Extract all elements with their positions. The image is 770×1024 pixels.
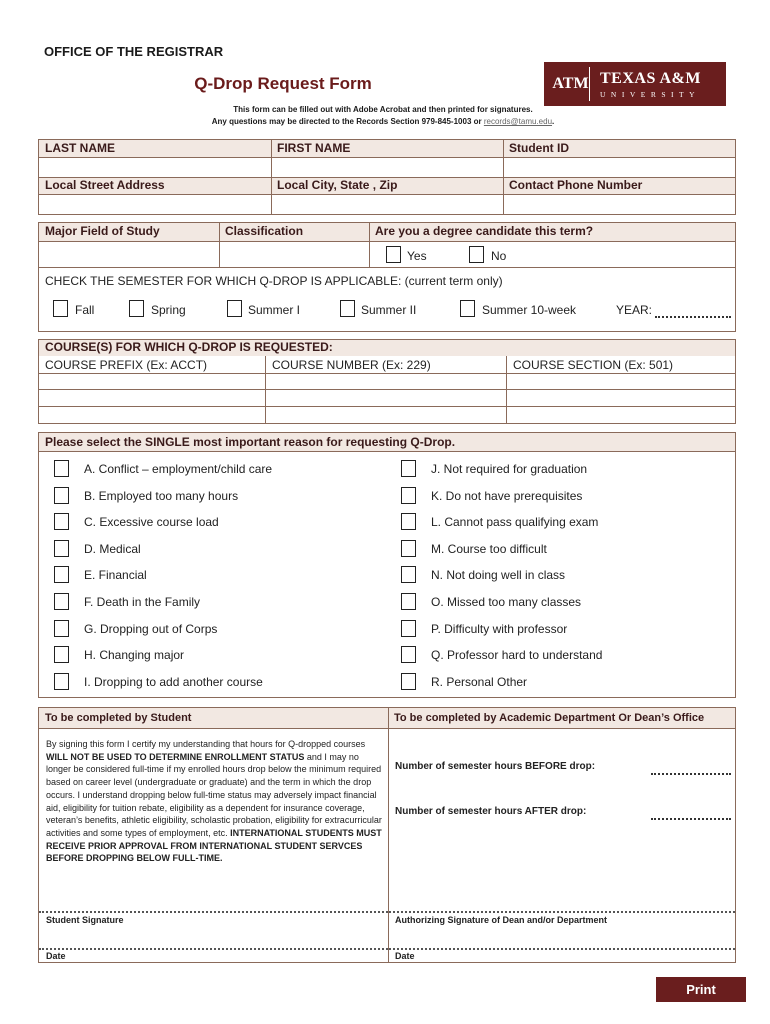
student-info-section (38, 139, 736, 215)
auth-signature-field[interactable] (390, 878, 734, 910)
right-reason-checkbox[interactable] (401, 566, 416, 583)
left-reason-label: D. Medical (84, 541, 141, 556)
street-address-field[interactable] (40, 195, 270, 213)
degree-yes-checkbox[interactable] (386, 246, 401, 263)
hours-before-label: Number of semester hours BEFORE drop: (395, 761, 596, 772)
spring-checkbox[interactable] (129, 300, 144, 317)
university-logo (544, 62, 726, 106)
last-name-field[interactable] (40, 158, 270, 176)
right-reason-checkbox[interactable] (401, 487, 416, 504)
form-title: Q-Drop Request Form (194, 74, 372, 93)
left-reason-checkbox[interactable] (54, 540, 69, 557)
course-number-field-1[interactable] (266, 374, 505, 389)
course-section-field-1[interactable] (507, 374, 734, 389)
hours-after-label: Number of semester hours AFTER drop: (395, 806, 587, 817)
left-reason-label: A. Conflict – employment/child care (84, 462, 273, 476)
left-reason-checkbox[interactable] (54, 673, 69, 690)
left-reason-label: C. Excessive course load (84, 515, 219, 530)
student-id-label: Student ID (509, 141, 569, 155)
atm-logo-mark: ATM (552, 67, 590, 101)
left-reason-row (39, 673, 389, 693)
city-state-zip-label: Local City, State , Zip (277, 178, 398, 192)
course-number-field-2[interactable] (266, 390, 505, 406)
student-signature-field[interactable] (40, 878, 387, 910)
phone-field[interactable] (504, 195, 734, 213)
last-name-label: LAST NAME (45, 141, 115, 155)
right-reason-checkbox[interactable] (401, 460, 416, 477)
completion-section (38, 707, 736, 963)
student-date-label: Date (46, 951, 66, 961)
right-reason-label: P. Difficulty with professor (431, 621, 568, 636)
left-reason-label: F. Death in the Family (84, 595, 201, 609)
right-reason-checkbox[interactable] (401, 540, 416, 557)
right-reason-checkbox[interactable] (401, 593, 416, 610)
right-reason-label: J. Not required for graduation (431, 462, 588, 476)
major-field[interactable] (40, 242, 218, 266)
right-reason-row (386, 487, 736, 507)
right-reason-row (386, 620, 736, 640)
course-prefix-header: COURSE PREFIX (Ex: ACCT) (45, 358, 208, 372)
left-reason-label: H. Changing major (84, 648, 185, 663)
right-reason-label: K. Do not have prerequisites (431, 488, 583, 503)
reasons-section (38, 432, 736, 698)
student-date-field[interactable] (40, 930, 387, 948)
logo-sub: UNIVERSITY (600, 89, 700, 99)
spring-label: Spring (151, 303, 186, 317)
summer-1-label: Summer I (248, 303, 301, 317)
right-reason-row (386, 673, 736, 693)
degree-yes-label: Yes (407, 249, 427, 263)
summer-1-checkbox[interactable] (227, 300, 242, 317)
left-reason-row (39, 566, 389, 586)
course-prefix-field-3[interactable] (40, 407, 264, 423)
degree-section (38, 222, 736, 332)
course-number-header: COURSE NUMBER (Ex: 229) (272, 358, 431, 372)
certification-text: By signing this form I certify my understanding that hours for Q-dropped courses WILL NOT BE USED TO DETERMINE ENROLLMENT STATUS and I may no longer be considered full-time if my enrolled hours drop below the minimum required based on career level (undergraduate or graduate) and the term in which the drop occurs. I understand dropping below full-time status may adversely impact financial aid, eligibility for tuition rebate, eligibility as a dependent for insurance coverage, veteran’s benefits, athletic eligibility, scholastic probation, eligibility for extracurricular activities and some types of employment, etc. INTERNATIONAL STUDENTS MUST RECEIVE PRIOR APPROVAL FROM INTERNATIONAL STUDENT SERVCES BEFORE DROPPING BELOW FULL-TIME. (46, 739, 382, 864)
course-prefix-field-2[interactable] (40, 390, 264, 406)
hours-before-field[interactable] (651, 773, 731, 775)
left-reason-checkbox[interactable] (54, 566, 69, 583)
classification-field[interactable] (220, 242, 368, 266)
dept-section-heading: To be completed by Academic Department Or Dean’s Office (394, 712, 705, 724)
auth-signature-label: Authorizing Signature of Dean and/or Department (395, 915, 608, 925)
left-reason-checkbox[interactable] (54, 487, 69, 504)
semester-instruction: CHECK THE SEMESTER FOR WHICH Q-DROP IS APPLICABLE: (current term only) (45, 274, 503, 288)
left-reason-checkbox[interactable] (54, 513, 69, 530)
courses-section (38, 339, 736, 424)
street-address-label: Local Street Address (45, 178, 165, 192)
right-reason-label: L. Cannot pass qualifying exam (431, 515, 599, 530)
right-reason-row (386, 540, 736, 560)
left-reason-row (39, 646, 389, 666)
left-reason-checkbox[interactable] (54, 620, 69, 637)
degree-no-label: No (491, 249, 507, 263)
summer-10-week-checkbox[interactable] (460, 300, 475, 317)
student-section-heading: To be completed by Student (45, 712, 192, 724)
right-reason-label: N. Not doing well in class (431, 568, 566, 583)
right-reason-checkbox[interactable] (401, 620, 416, 637)
classification-label: Classification (225, 224, 304, 238)
right-reason-row (386, 566, 736, 586)
first-name-label: FIRST NAME (277, 141, 351, 155)
right-reason-row (386, 513, 736, 533)
hours-after-field[interactable] (651, 818, 731, 820)
left-reason-row (39, 593, 389, 613)
year-field[interactable] (655, 316, 731, 318)
left-reason-label: G. Dropping out of Corps (84, 621, 218, 636)
left-reason-checkbox[interactable] (54, 460, 69, 477)
major-label: Major Field of Study (45, 224, 160, 238)
year-label: YEAR: (616, 303, 653, 317)
reasons-heading: Please select the SINGLE most important reason for requesting Q-Drop. (45, 435, 456, 449)
summer-10-week-label: Summer 10-week (482, 303, 577, 317)
left-reason-checkbox[interactable] (54, 646, 69, 663)
phone-label: Contact Phone Number (509, 178, 643, 192)
left-reason-row (39, 460, 389, 480)
course-section-field-2[interactable] (507, 390, 734, 406)
note-text: Any questions may be directed to the Records Section 979-845-1003 or (211, 117, 482, 126)
right-reason-label: R. Personal Other (431, 674, 528, 689)
degree-no-checkbox[interactable] (469, 246, 484, 263)
left-reason-label: B. Employed too many hours (84, 488, 239, 503)
degree-candidate-question: Are you a degree candidate this term? (375, 224, 594, 238)
left-reason-label: E. Financial (84, 568, 147, 583)
fall-label: Fall (75, 303, 95, 317)
auth-date-field[interactable] (390, 930, 734, 948)
course-section-field-3[interactable] (507, 407, 734, 423)
summer-2-checkbox[interactable] (340, 300, 355, 317)
left-reason-row (39, 620, 389, 640)
left-reason-row (39, 487, 389, 507)
right-reason-row (386, 460, 736, 480)
course-number-field-3[interactable] (266, 407, 505, 423)
right-reason-checkbox[interactable] (401, 513, 416, 530)
right-reason-checkbox[interactable] (401, 646, 416, 663)
student-id-field[interactable] (504, 158, 734, 176)
courses-heading: COURSE(S) FOR WHICH Q-DROP IS REQUESTED: (45, 340, 333, 354)
logo-name: TEXAS A&M (600, 69, 701, 87)
fall-checkbox[interactable] (53, 300, 68, 317)
auth-date-label: Date (395, 951, 415, 961)
form-note-line-2: Any questions may be directed to the Records Section 979-845-1003 or records@tamu.edu. (211, 117, 555, 126)
right-reason-label: Q. Professor hard to understand (431, 648, 603, 663)
left-reason-label: I. Dropping to add another course (84, 674, 263, 689)
right-reason-label: O. Missed too many classes (431, 595, 582, 609)
right-reason-label: M. Course too difficult (431, 541, 547, 556)
print-button[interactable]: Print (656, 977, 746, 1002)
left-reason-checkbox[interactable] (54, 593, 69, 610)
records-email-link[interactable]: records@tamu.edu (483, 117, 553, 126)
form-note-line-1: This form can be filled out with Adobe Acrobat and then printed for signatures. (233, 105, 533, 114)
right-reason-row (386, 646, 736, 666)
left-reason-row (39, 540, 389, 560)
right-reason-checkbox[interactable] (401, 673, 416, 690)
office-title: OFFICE OF THE REGISTRAR (44, 44, 224, 59)
course-prefix-field-1[interactable] (40, 374, 264, 389)
city-state-zip-field[interactable] (272, 195, 502, 213)
right-reason-row (386, 593, 736, 613)
student-signature-label: Student Signature (46, 915, 124, 925)
first-name-field[interactable] (272, 158, 502, 176)
left-reason-row (39, 513, 389, 533)
course-section-header: COURSE SECTION (Ex: 501) (513, 358, 674, 372)
summer-2-label: Summer II (361, 303, 417, 317)
